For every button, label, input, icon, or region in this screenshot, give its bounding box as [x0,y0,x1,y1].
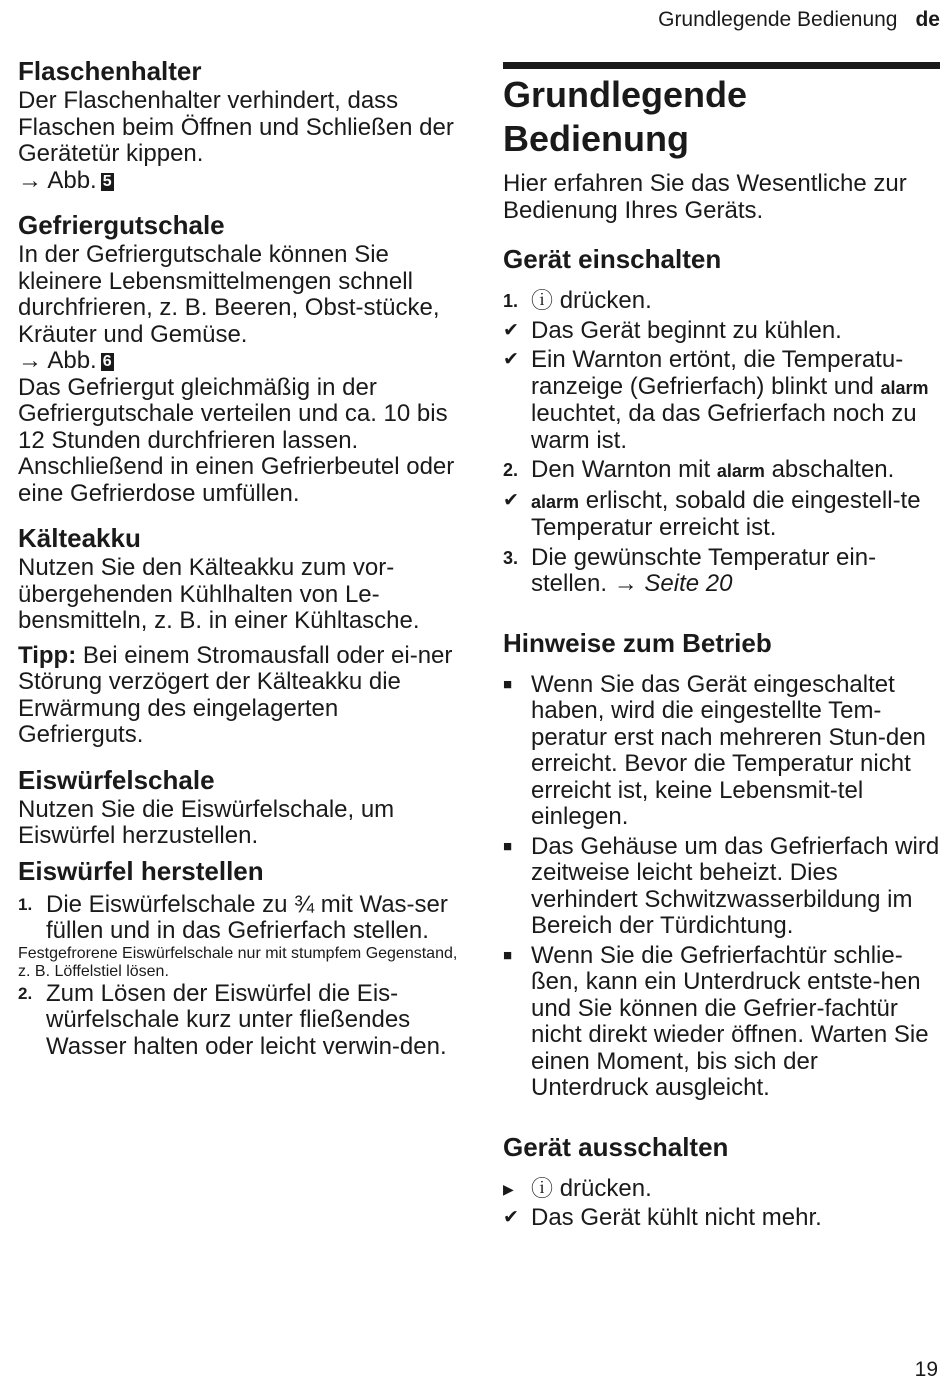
heading-geraet-einschalten: Gerät einschalten [503,244,722,274]
step-number: 2. [18,983,33,1003]
result-text: Das Gerät beginnt zu kühlen. [531,316,842,344]
square-bullet-icon: ■ [503,675,513,693]
eiswuerfelschale-text: Nutzen Sie die Eiswürfelschale, um Eiswürfel herzustellen. [18,795,395,849]
step-text: Die Eiswürfelschale zu ¾ mit Was-ser füllen und in das Gefrierfach stellen. [46,890,448,944]
bullet-item [503,943,940,1102]
page-reference: Seite 20 [644,570,733,597]
power-button-icon: ⓘ [531,1175,554,1201]
figure-ref-text: → Abb. [18,166,97,194]
alarm-symbol: alarm [880,377,929,398]
text: drücken. [559,287,652,314]
heading-eiswuerfelschale: Eiswürfelschale [18,764,215,795]
ausschalten-steps [503,1176,940,1232]
section-eiswuerfel-herstellen [18,856,458,1061]
result-text [531,347,940,454]
result-item [503,318,940,345]
heading-geraet-ausschalten: Gerät ausschalten [503,1131,729,1162]
heading-eiswuerfel-herstellen: Eiswürfel herstellen [18,855,264,886]
step-item [503,288,940,315]
left-column [18,56,458,1076]
chapter-title: Grundlegende Bedienung [503,62,940,161]
list [18,981,458,1061]
result-item [503,1205,940,1232]
text: Ein Warnton ertönt, die Temperatu-ranzeige (Gefrierfach) blinkt und [531,346,904,400]
power-button-icon: ⓘ [531,288,554,313]
heading-gefriergutschale: Gefriergutschale [18,210,225,240]
step-number: 1. [18,894,33,914]
square-bullet-icon: ■ [503,946,513,964]
step-text [531,545,940,598]
right-column [503,56,940,1235]
language-code: de [915,8,940,31]
text: drücken. [559,1174,652,1202]
kaelteakku-text: Nutzen Sie den Kälteakku zum vor-übergehenden Kühlhalten von Le-bensmitteln, z. B. in einer Kühltasche. [18,554,420,634]
tipp-label: Tipp: [18,641,77,669]
running-header [658,8,940,32]
tipp-note [18,643,458,749]
step-text [531,457,894,485]
text: Den Warnton mit [531,456,711,483]
figure-number-badge: 5 [102,172,112,190]
triangle-arrow-icon: ▶ [503,1180,514,1197]
flaschenhalter-text: Der Flaschenhalter verhindert, dass Flaschen beim Öffnen und Schließen der Gerätetür kippen. [18,87,454,167]
step-item [503,545,940,598]
bullet-item [503,672,940,831]
section-kaelteakku [18,523,458,749]
text: leuchtet, da das Gefrierfach noch zu warm ist. [531,400,917,454]
einschalten-steps [503,288,940,598]
result-text [531,488,940,542]
step-text [531,288,652,315]
gefriergutschale-text-1: In der Gefriergutschale können Sie kleinere Lebensmittelmengen schnell durchfrieren, z. B. Beeren, Obst-stücke, Kräuter und Gemüse. [18,241,440,348]
step-item [18,892,458,945]
section-gefriergutschale [18,210,458,507]
hinweise-list [503,672,940,1102]
step-number: 3. [503,547,519,568]
figure-ref-text: → Abb. [18,347,97,374]
step-number: 1. [503,291,519,311]
section-flaschenhalter [18,56,458,194]
action-text [531,1176,652,1203]
result-item [503,488,940,542]
result-item [503,347,940,454]
heading-kaelteakku: Kälteakku [18,523,141,553]
step-item [503,457,940,485]
page-number: 19 [914,1358,938,1381]
bullet-text: Wenn Sie die Gefrierfachtür schlie-ßen, kann ein Unterdruck entste-hen und Sie können die Gefrier-fachtür nicht direkt wieder öffnen. Warten Sie einen Moment, bis sich der Unterdruck ausgleicht. [531,941,929,1101]
figure-number-badge: 6 [102,353,112,370]
bullet-item [503,834,940,940]
alarm-symbol: alarm [531,491,580,512]
step-note: Festgefrorene Eiswürfelschale nur mit stumpfem Gegenstand, z. B. Löffelstiel lösen. [18,944,458,980]
checkmark-icon: ✔ [503,489,519,511]
herstellen-steps [18,892,458,945]
checkmark-icon: ✔ [503,349,519,370]
step-item [18,981,458,1061]
header-section: Grundlegende Bedienung [658,8,898,31]
text: erlischt, sobald die eingestell-te Temperatur erreicht ist. [531,486,921,541]
alarm-symbol: alarm [716,461,765,481]
heading-flaschenhalter: Flaschenhalter [18,56,202,86]
bullet-text: Das Gehäuse um das Gefrierfach wird zeitweise leicht beheizt. Dies verhindert Schwitzwasserbildung im Bereich der Türdichtung. [531,832,940,939]
step-number: 2. [503,460,519,480]
section-eiswuerfelschale [18,765,458,850]
text: abschalten. [771,456,895,483]
gefriergutschale-text-2: Das Gefriergut gleichmäßig in der Gefriergutschale verteilen und ca. 10 bis 12 Stunden durchfrieren lassen. Anschließend in einen Gefrierbeutel oder eine Gefrierdose umfüllen. [18,373,455,507]
action-item [503,1176,940,1203]
checkmark-icon: ✔ [503,319,519,341]
checkmark-icon: ✔ [503,1207,519,1228]
tipp-text: Bei einem Stromausfall oder ei-ner Störung verzögert der Kälteakku die Erwärmung des eingelagerten Gefrierguts. [18,641,453,748]
square-bullet-icon: ■ [503,837,513,855]
flaschenhalter-ref [18,168,458,195]
result-text: Das Gerät kühlt nicht mehr. [531,1204,822,1231]
step-text: Zum Lösen der Eiswürfel die Eis-würfelschale kurz unter fließendes Wasser halten oder leicht verwin-den. [46,979,447,1060]
bullet-text: Wenn Sie das Gerät eingeschaltet haben, wird die eingestellte Tem-peratur erst nach mehreren Stun-den erreicht. Bevor die Temperatur nicht erreicht ist, keine Lebensmit-tel einlegen. [531,670,926,830]
text: Die gewünschte Temperatur ein-stellen. → [531,543,877,597]
chapter-intro: Hier erfahren Sie das Wesentliche zur Bedienung Ihres Geräts. [503,170,907,224]
gefriergutschale-ref [18,348,458,375]
heading-hinweise-betrieb: Hinweise zum Betrieb [503,627,772,658]
